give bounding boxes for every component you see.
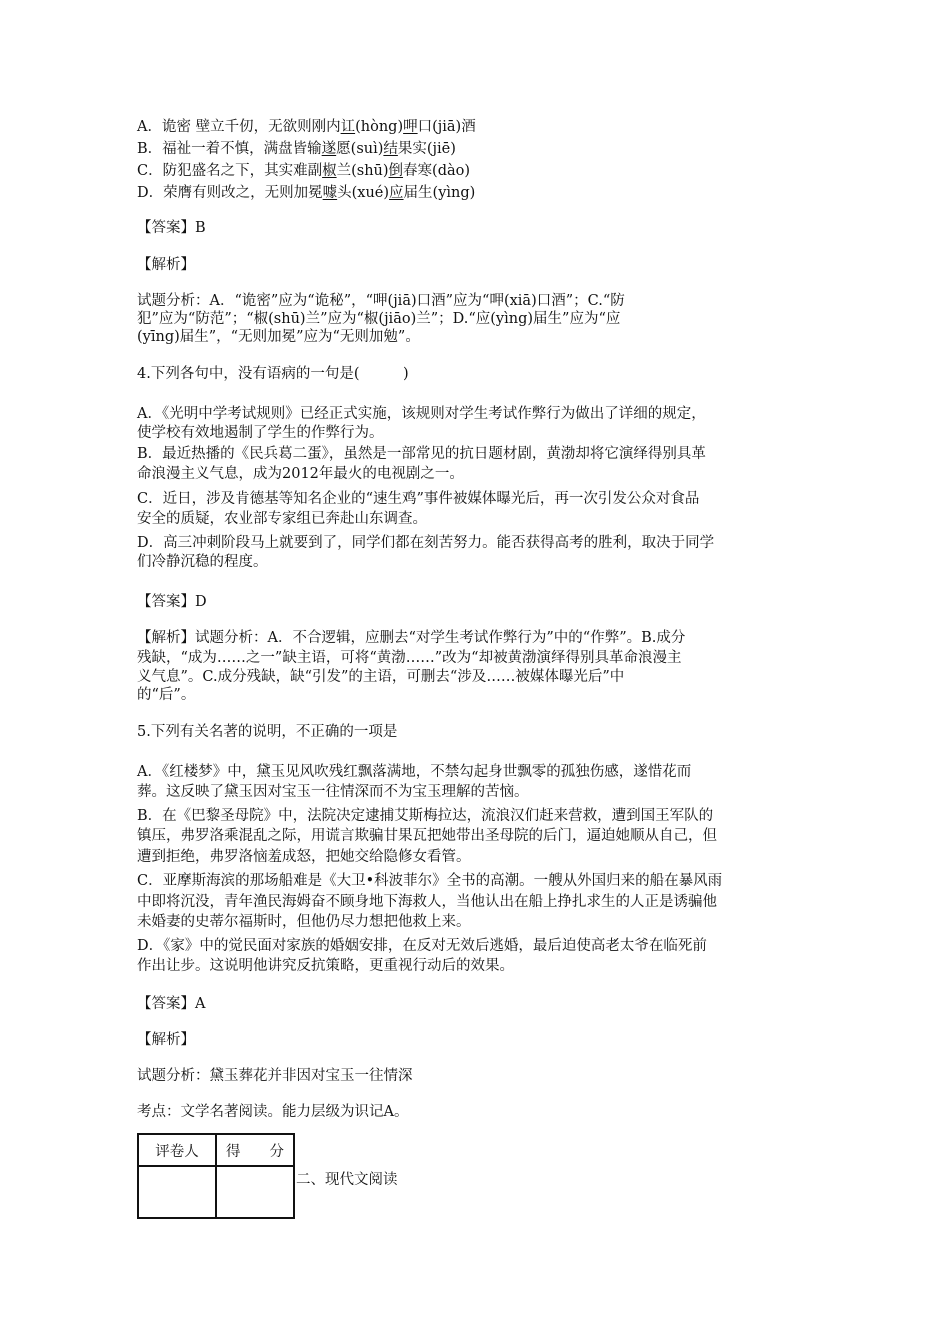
q4-option-line: B．最近热播的《民兵葛二蛋》，虽然是一部常见的抗日题材剧，黄渤却将它演绎得别具革: [137, 446, 706, 462]
q4-option-line: D．高三冲刺阶段马上就要到了，同学们都在刻苦努力。能否获得高考的胜利，取决于同学: [137, 535, 715, 551]
q5-analysis: 试题分析：黛玉葬花并非因对宝玉一往情深: [137, 1068, 413, 1084]
q5-option-line: 镇压，弗罗洛乘混乱之际，用谎言欺骗甘果瓦把她带出圣母院的后门，逼迫她顺从自己，但: [137, 828, 717, 844]
q5-option-line: D．《家》中的觉民面对家族的婚姻安排，在反对无效后逃婚，最后迫使高老太爷在临死前: [137, 938, 707, 954]
section-title: 二、现代文阅读: [296, 1172, 398, 1188]
q4-analysis-line: 义气息”。C.成分残缺，缺“引发”的主语，可删去“涉及……被媒体曝光后”中: [137, 669, 625, 685]
reviewer-cell: [138, 1166, 216, 1218]
q5-option-line: 中即将沉没，青年渔民海姆奋不顾身地下海救人，当他认出在船上挣扎求生的人正是诱骗他: [137, 894, 717, 910]
q3-option-c: C．防犯盛名之下，其实难副椒兰(shū)倒春寒(dào): [137, 163, 471, 179]
q4-option-line: C．近日，涉及肯德基等知名企业的“速生鸡”事件被媒体曝光后，再一次引发公众对食品: [137, 491, 700, 507]
q4-title: 4.下列各句中，没有语病的一句是( ): [137, 366, 409, 382]
q5-option-line: A．《红楼梦》中，黛玉见风吹残红飘落满地，不禁勾起身世飘零的孤独伤感，遂惜花而: [137, 764, 692, 780]
q5-option-line: B．在《巴黎圣母院》中，法院决定逮捕艾斯梅拉达，流浪汉们赶来营救，遭到国王军队的: [137, 808, 714, 824]
q5-option-line: 未婚妻的史蒂尔福斯时，但他仍尽力想把他救上来。: [137, 914, 471, 930]
reviewer-header: 评卷人: [138, 1134, 216, 1166]
q3-analysis-line: (yīng)届生”，“无则加冕”应为“无则加勉”。: [137, 329, 420, 345]
q5-option-line: 作出让步。这说明他讲究反抗策略，更重视行动后的效果。: [137, 958, 514, 974]
q4-option-line: 命浪漫主义气息，成为2012年最火的电视剧之一。: [137, 466, 464, 482]
q3-analysis-line: 犯”应为“防范”；“椒(shū)兰”应为“椒(jiāo)兰”；D.“应(yìng)届生”应为“应: [137, 311, 621, 327]
q5-kaodian: 考点：文学名著阅读。能力层级为识记A。: [137, 1104, 409, 1120]
q5-title: 5.下列有关名著的说明，不正确的一项是: [137, 724, 398, 740]
q3-option-a: A．诡密 壁立千仞，无欲则刚内讧(hòng)呷口(jiā)酒: [137, 119, 476, 135]
q3-analysis-label: 【解析】: [137, 257, 195, 273]
q5-option-line: 葬。这反映了黛玉因对宝玉一往情深而不为宝玉理解的苦恼。: [137, 784, 529, 800]
q4-analysis-line: 的“后”。: [137, 687, 196, 703]
q4-answer: 【答案】D: [137, 594, 207, 610]
q5-analysis-label: 【解析】: [137, 1032, 195, 1048]
q4-option-line: 安全的质疑，农业部专家组已奔赴山东调查。: [137, 511, 427, 527]
q3-option-b: B．福祉一着不慎，满盘皆输遂愿(suì)结果实(jiē): [137, 141, 456, 157]
q4-option-line: 使学校有效地遏制了学生的作弊行为。: [137, 425, 384, 441]
q3-answer: 【答案】B: [137, 220, 206, 236]
score-header: 得 分: [216, 1134, 294, 1166]
q3-option-d: D．荣膺有则改之，无则加冕噱头(xué)应届生(yìng): [137, 185, 476, 201]
q4-analysis-line: 残缺，“成为……之一”缺主语，可将“黄渤……”改为“却被黄渤演绎得别具革命浪漫主: [137, 650, 682, 666]
q4-analysis-line: 【解析】试题分析：A．不合逻辑，应删去“对学生考试作弊行为”中的“作弊”。B.成分: [137, 630, 686, 646]
q4-option-line: A．《光明中学考试规则》已经正式实施，该规则对学生考试作弊行为做出了详细的规定，: [137, 406, 706, 422]
q4-option-line: 们冷静沉稳的程度。: [137, 554, 268, 570]
q5-answer: 【答案】A: [137, 996, 206, 1012]
score-cell: [216, 1166, 294, 1218]
score-box: [137, 1133, 295, 1219]
q5-option-line: 遭到拒绝，弗罗洛恼羞成怒，把她交给隐修女看管。: [137, 849, 471, 865]
q5-option-line: C．亚摩斯海滨的那场船难是《大卫•科波菲尔》全书的高潮。一艘从外国归来的船在暴风雨: [137, 873, 723, 889]
q3-analysis-line: 试题分析：A．“诡密”应为“诡秘”，“呷(jiā)口酒”应为“呷(xiā)口酒”；C.“防: [137, 293, 625, 309]
